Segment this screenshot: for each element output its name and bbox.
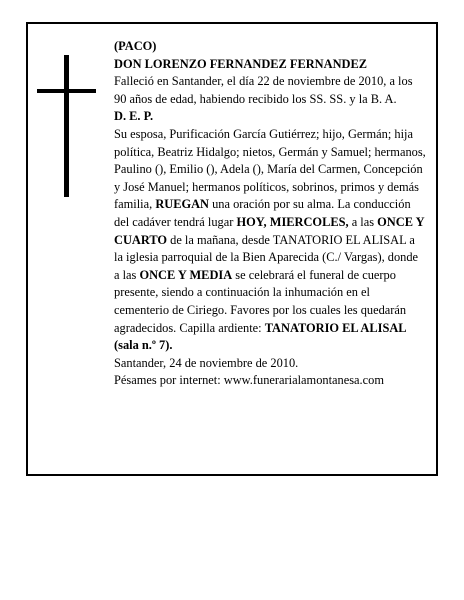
ruegan: RUEGAN [155,197,210,212]
ceremony-day: HOY, MIERCOLES, [236,214,349,229]
condolences: Pésames por internet: www.funerarialamontanesa.com [114,373,384,388]
cross-icon [64,55,69,197]
obituary-text [114,38,426,390]
cross-icon-bar [37,89,96,93]
family-list: Su esposa, Purificación García Gutiérrez; hijo, Germán; hija política, Beatriz Hidalgo; nietos, Germán y Samuel; hermanos, Paulino (), Emilio (), Adela (), María del Carmen, Concepción y José Manuel; hermanos políticos, sobrinos, primos y demás familia, [114,126,426,212]
ceremony-time-1: ONCE Y CUARTO [114,214,425,247]
funeral-text: se celebrará el funeral de cuerpo presente, siendo a continuación la inhumación en el cementerio de Ciriego. Favores por los cuales les quedarán agradecidos. Capilla ardiente: [114,267,407,335]
at-text: a las [348,214,378,229]
nickname: (PACO) [114,39,157,53]
ceremony-time-2: ONCE Y MEDIA [139,267,233,282]
from-text: de la mañana, desde TANATORIO EL ALISAL a la iglesia parroquial de la Bien Aparecida (C./ Vargas), donde a las [114,232,419,282]
deceased-name: DON LORENZO FERNANDEZ FERNANDEZ [114,56,367,71]
place-date: Santander, 24 de noviembre de 2010. [114,355,299,370]
family-paragraph [114,126,426,355]
chapel: TANATORIO EL ALISAL (sala n.º 7). [114,320,406,353]
death-info: Falleció en Santander, el día 22 de noviembre de 2010, a los 90 años de edad, habiendo recibido los SS. SS. y la B. A. [114,74,413,106]
ruegan-text: una oración por su alma. La conducción del cadáver tendrá lugar [114,197,411,229]
dep: D. E. P. [114,109,154,124]
